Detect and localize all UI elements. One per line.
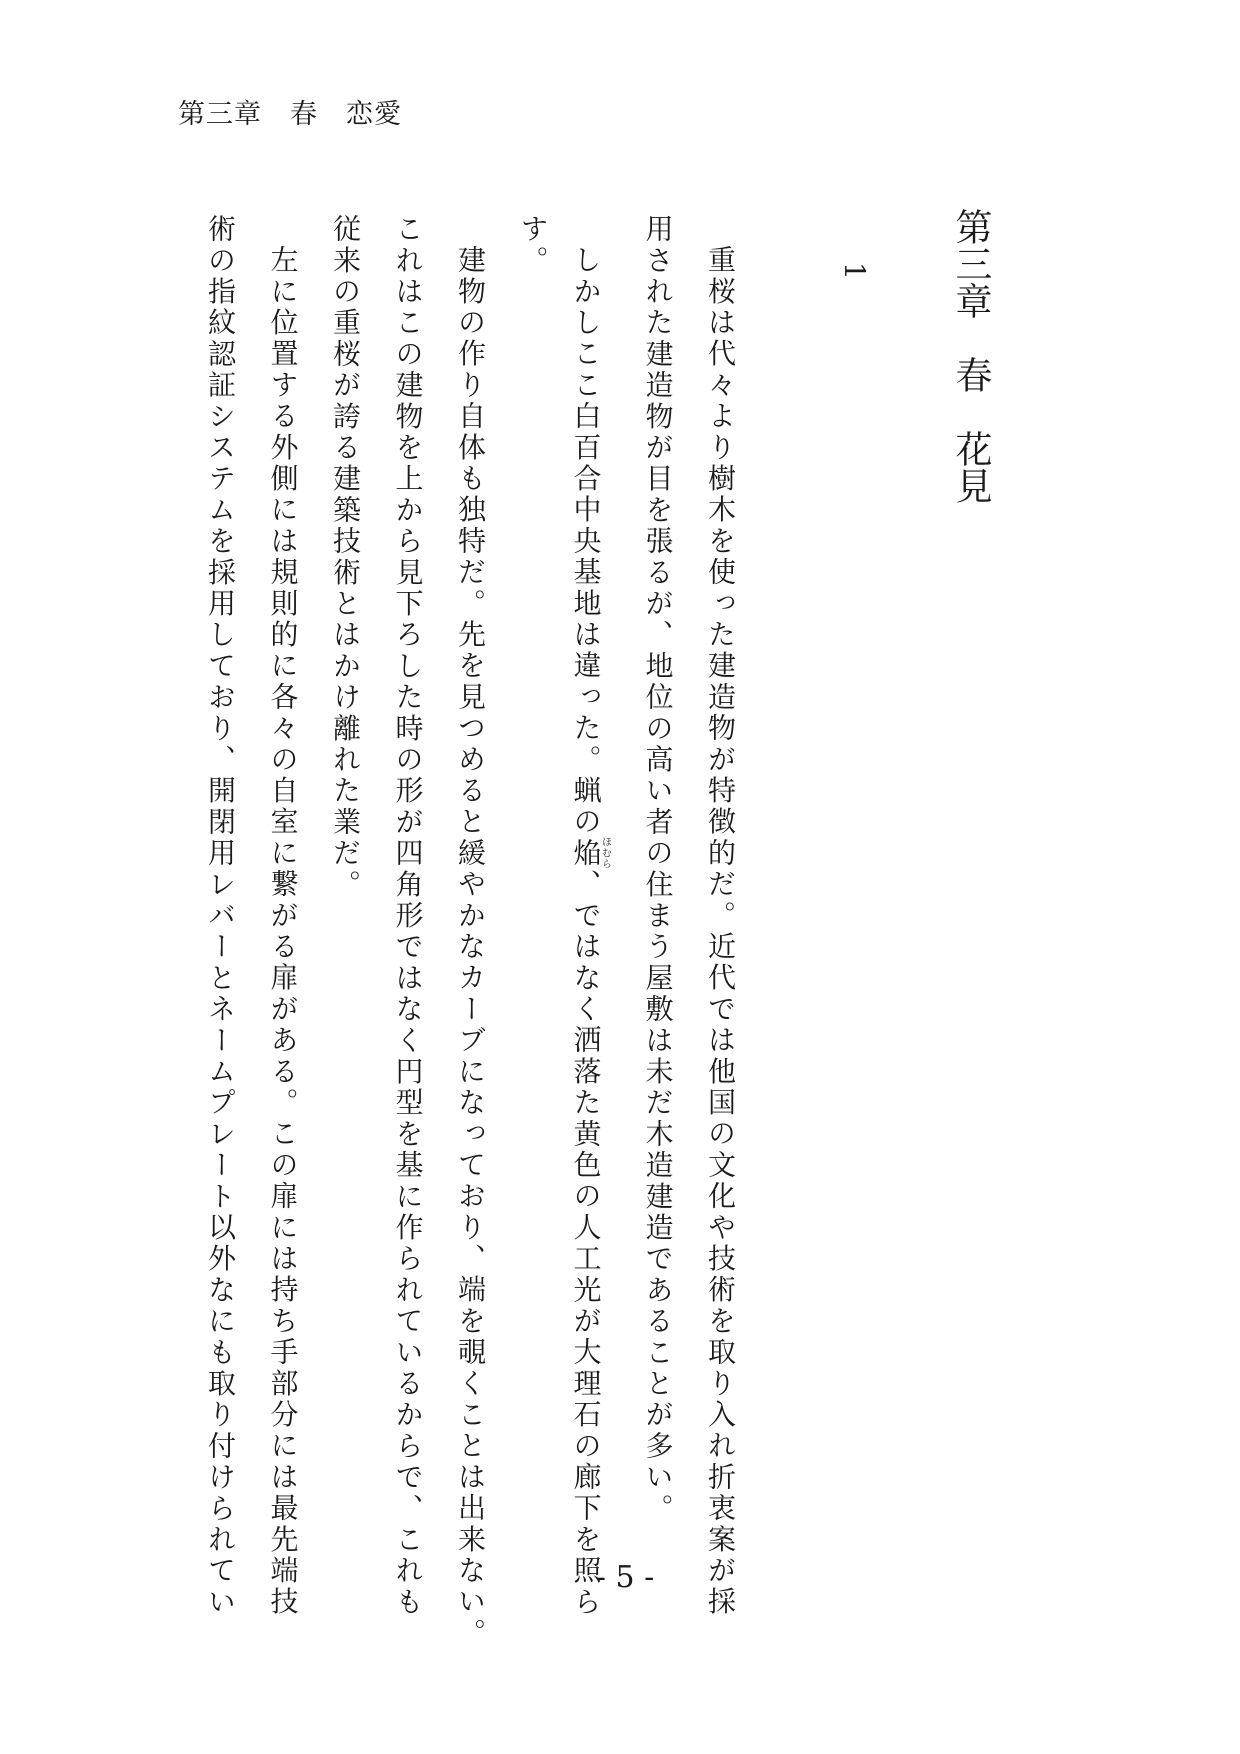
- text-line: す。: [516, 214, 550, 277]
- text-line: 従来の重桜が誇る建築技術とはかけ離れた業だ。: [329, 214, 362, 901]
- section-number: 1: [838, 262, 871, 280]
- text-line: 建物の作り自体も独特だ。先を見つめると緩やかなカーブになっており、端を覗くことは出来ない。: [454, 245, 487, 1649]
- text-line: 重桜は代々より樹木を使った建造物が特徴的だ。近代では他国の文化や技術を取り入れ折衷案が採: [704, 245, 737, 1618]
- running-header: 第三章 春 恋愛: [178, 99, 402, 130]
- text-segment: しかしここ白百合中央基地は違った。蝋の: [569, 245, 603, 838]
- ruby-annotation: [569, 836, 611, 870]
- text-line: 用された建造物が目を張るが、地位の高い者の住まう屋敷は未だ木造建造であることが多い。: [641, 214, 675, 1525]
- text-line: 術の指紋認証システムを採用しており、開閉用レバーとネームプレート以外なにも取り付けられてい: [204, 214, 237, 1618]
- text-line: これはこの建物を上から見下ろした時の形が四角形ではなく円型を基に作られているからで、これも: [391, 214, 425, 1618]
- chapter-title: 第三章 春 花見: [949, 208, 992, 504]
- text-line: 左に位置する外側には規則的に各々の自室に繋がる扉がある。この扉には持ち手部分には最先端技: [266, 245, 300, 1618]
- ruby-reading: ほむら: [599, 836, 611, 870]
- ruby-base: 焔: [569, 836, 603, 870]
- text-segment: 、ではなく洒落た黄色の人工光が大理石の廊下を照ら: [569, 869, 603, 1618]
- page-number: - 5 -: [595, 1560, 655, 1595]
- text-line: [569, 245, 611, 1618]
